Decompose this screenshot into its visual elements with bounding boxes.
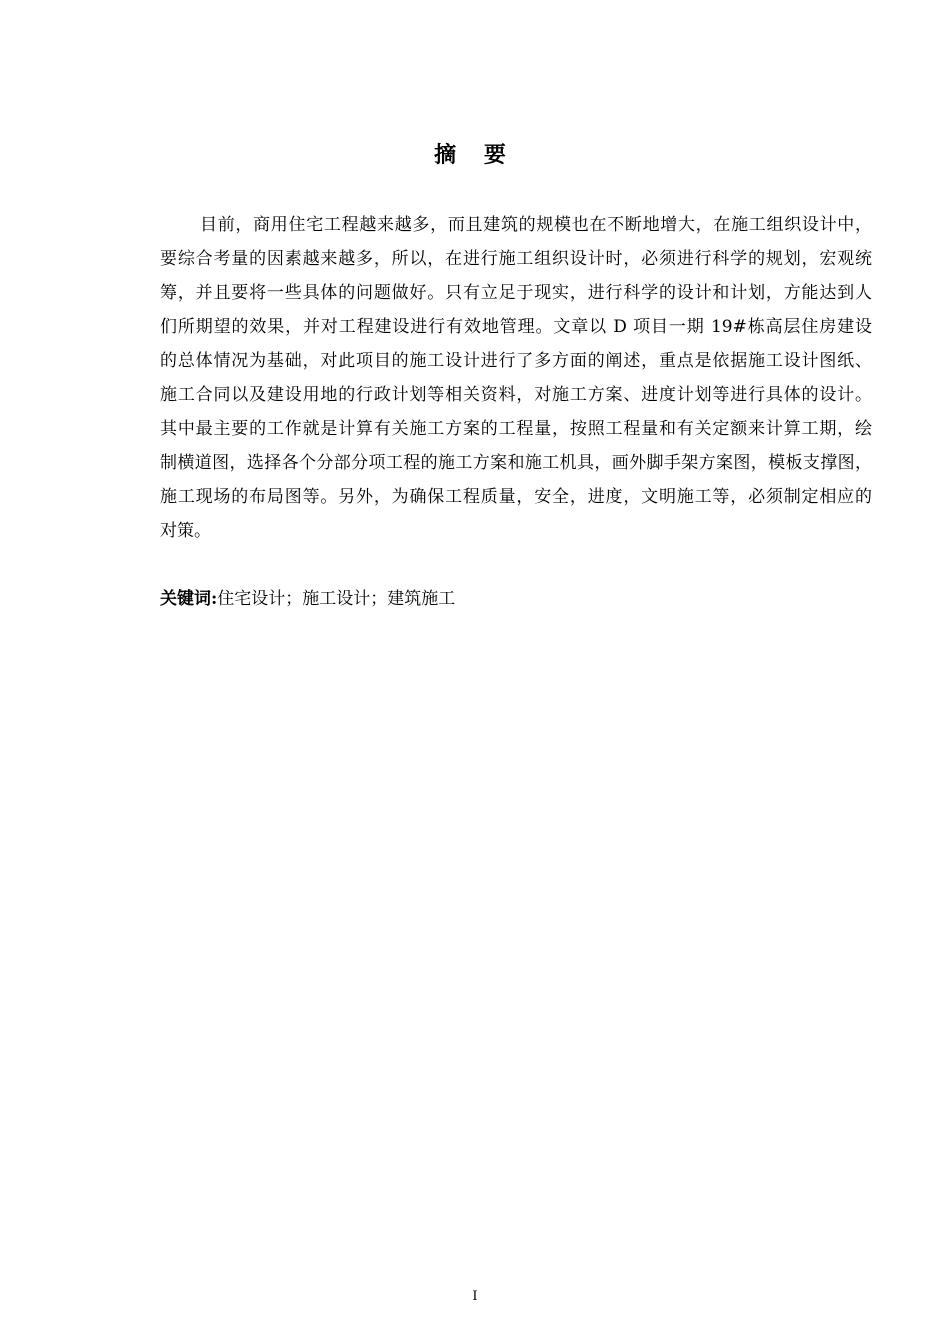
abstract-line: 目前，商用住宅工程越来越多，而且建筑的规模也在不断地增大，在施工组织设计中， (200, 215, 872, 235)
page-number: I (472, 1289, 478, 1304)
abstract-line: 的总体情况为基础，对此项目的施工设计进行了多方面的阐述，重点是依据施工设计图纸、 (160, 351, 872, 371)
abstract-line: 施工现场的布局图等。另外，为确保工程质量，安全，进度，文明施工等，必须制定相应的 (160, 487, 872, 507)
abstract-line: 要综合考量的因素越来越多，所以，在进行施工组织设计时，必须进行科学的规划，宏观统 (160, 249, 872, 269)
abstract-line: 制横道图，选择各个分部分项工程的施工方案和施工机具，画外脚手架方案图，模板支撑图， (160, 453, 872, 473)
abstract-line: 筹，并且要将一些具体的问题做好。只有立足于现实，进行科学的设计和计划，方能达到人 (160, 283, 872, 303)
keywords (160, 585, 455, 613)
abstract-body (160, 208, 872, 548)
abstract-line: 施工合同以及建设用地的行政计划等相关资料，对施工方案、进度计划等进行具体的设计。 (160, 385, 872, 405)
keywords-label: 关键词: (160, 589, 218, 609)
abstract-line: 对策。 (160, 521, 211, 541)
keywords-text: 住宅设计；施工设计；建筑施工 (217, 589, 456, 609)
abstract-line: 其中最主要的工作就是计算有关施工方案的工程量，按照工程量和有关定额来计算工期，绘 (160, 419, 872, 439)
abstract-title: 摘 要 (434, 142, 516, 168)
abstract-line: 们所期望的效果，并对工程建设进行有效地管理。文章以 D 项目一期 19#栋高层住房建设 (160, 317, 872, 337)
